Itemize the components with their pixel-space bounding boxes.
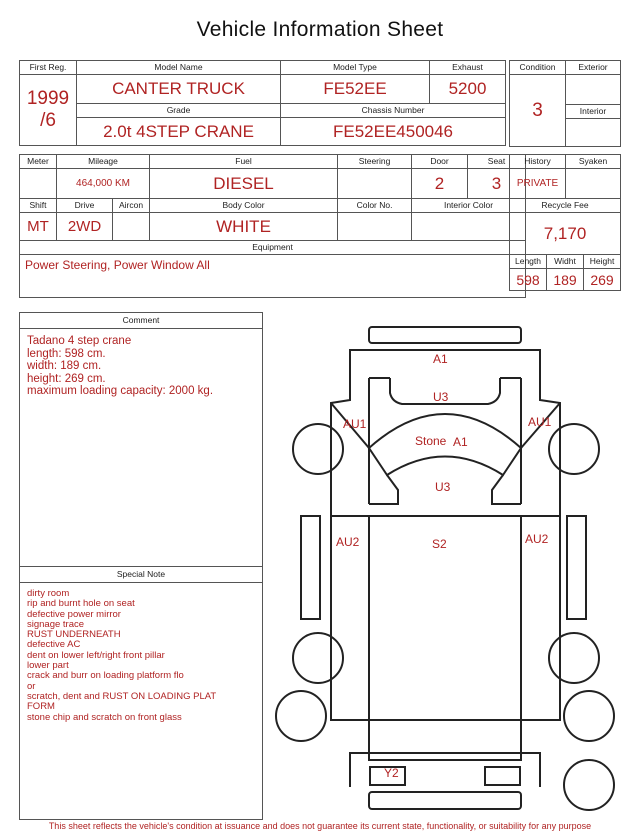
rear-light-right: [485, 767, 520, 785]
grade-label: Grade: [77, 104, 281, 118]
drive-value: 2WD: [57, 213, 113, 241]
wheel-front-right: [549, 424, 599, 474]
condition-value: 3: [510, 75, 566, 147]
wheel-mid-left: [293, 633, 343, 683]
mark-stone: Stone: [415, 434, 447, 448]
interior-color-label: Interior Color: [412, 199, 526, 213]
mileage-label: Mileage: [57, 155, 150, 169]
fuel-label: Fuel: [150, 155, 338, 169]
recycle-fee-value: 7,170: [510, 213, 621, 255]
first-reg-value: [20, 75, 77, 146]
length-label: Length: [510, 255, 547, 269]
mileage-value: 464,000 KM: [57, 169, 150, 199]
right-side-panel: [567, 516, 586, 619]
special-note-item: rip and burnt hole on seat: [27, 598, 135, 610]
mark-rear: Y2: [384, 766, 399, 780]
mark-left-pillar: AU1: [343, 417, 367, 431]
special-note-item: RUST UNDERNEATH: [27, 629, 121, 641]
interior-value: [566, 119, 621, 147]
recycle-fee-label: Recycle Fee: [510, 199, 621, 213]
truck-damage-diagram: [270, 318, 620, 823]
interior-label: Interior: [566, 105, 621, 119]
mark-left-side: AU2: [336, 535, 360, 549]
height-value: 269: [584, 269, 621, 291]
exhaust-value: 5200: [430, 75, 506, 104]
special-note-item: defective AC: [27, 639, 81, 651]
fuel-value: DIESEL: [150, 169, 338, 199]
wheel-front-left: [293, 424, 343, 474]
equipment-label: Equipment: [20, 241, 526, 255]
chassis-number-value: FE52EE450046: [281, 118, 506, 146]
special-note-item: dent on lower left/right front pillar: [27, 649, 165, 661]
mark-stone-a1: A1: [453, 435, 468, 449]
shift-label: Shift: [20, 199, 57, 213]
special-note-item: signage trace: [27, 618, 85, 630]
wheel-mid-right: [549, 633, 599, 683]
length-value: 598: [510, 269, 547, 291]
rear-bumper: [369, 792, 521, 809]
first-reg-month: /6: [40, 110, 56, 131]
color-no-value: [338, 213, 412, 241]
vehicle-detail-table: [19, 154, 526, 298]
model-name-label: Model Name: [77, 61, 281, 75]
rear-frame: [350, 753, 540, 787]
footer-disclaimer: This sheet reflects the vehicle's condition at issuance and does not guarantee its current state, functionality, or suitability for any purpose: [48, 821, 592, 831]
comment-text: Tadano 4 step crane length: 598 cm. width: 189 cm. height: 269 cm. maximum loading capacity: 2000 kg.: [27, 335, 214, 397]
special-note-item: FORM: [27, 701, 55, 713]
mark-right-side: AU2: [525, 532, 549, 546]
model-type-label: Model Type: [281, 61, 430, 75]
grade-value: 2.0t 4STEP CRANE: [77, 118, 281, 146]
body-color-value: WHITE: [150, 213, 338, 241]
comment-label: Comment: [20, 313, 262, 329]
width-label: Widht: [547, 255, 584, 269]
meter-value: [20, 169, 57, 199]
special-note-label: Special Note: [20, 567, 262, 583]
mark-bed: S2: [432, 537, 447, 551]
special-note-item: stone chip and scratch on front glass: [27, 711, 182, 723]
color-no-label: Color No.: [338, 199, 412, 213]
syaken-value: [566, 169, 621, 199]
width-value: 189: [547, 269, 584, 291]
special-note-item: scratch, dent and RUST ON LOADING PLAT: [27, 690, 217, 702]
first-reg-label: First Reg.: [20, 61, 77, 75]
special-note-item: defective power mirror: [27, 608, 121, 620]
wheel-rear-left: [276, 691, 326, 741]
history-value: PRIVATE: [510, 169, 566, 199]
cargo-bed-inner: [369, 516, 521, 760]
door-label: Door: [412, 155, 468, 169]
model-type-value: FE52EE: [281, 75, 430, 104]
special-note-box: [19, 566, 263, 820]
special-note-item: lower part: [27, 660, 69, 672]
exterior-label: Exterior: [566, 61, 621, 75]
condition-label: Condition: [510, 61, 566, 75]
seat-label: Seat: [468, 155, 526, 169]
special-note-item: crack and burr on loading platform flo: [27, 670, 184, 682]
syaken-label: Syaken: [566, 155, 621, 169]
mark-front-bumper: A1: [433, 352, 448, 366]
seat-value: 3: [468, 169, 526, 199]
exterior-value: [566, 75, 621, 105]
front-bumper: [369, 327, 521, 343]
drive-label: Drive: [57, 199, 113, 213]
door-value: 2: [412, 169, 468, 199]
body-color-label: Body Color: [150, 199, 338, 213]
aircon-value: [113, 213, 150, 241]
height-label: Height: [584, 255, 621, 269]
history-label: History: [510, 155, 566, 169]
shift-value: MT: [20, 213, 57, 241]
comment-box: [19, 312, 263, 567]
mark-lower-u3: U3: [435, 480, 451, 494]
model-name-value: CANTER TRUCK: [77, 75, 281, 104]
wheel-rear-right: [564, 691, 614, 741]
wheel-spare: [564, 760, 614, 810]
exhaust-label: Exhaust: [430, 61, 506, 75]
history-table: [509, 154, 621, 291]
special-note-list: [20, 583, 262, 729]
steering-label: Steering: [338, 155, 412, 169]
meter-label: Meter: [20, 155, 57, 169]
aircon-label: Aircon: [113, 199, 150, 213]
main-info-table: [19, 60, 506, 146]
steering-value: [338, 169, 412, 199]
equipment-value: Power Steering, Power Window All: [20, 255, 526, 298]
page-title: Vehicle Information Sheet: [196, 18, 444, 41]
left-side-panel: [301, 516, 320, 619]
special-note-item: dirty room: [27, 588, 70, 599]
chassis-number-label: Chassis Number: [281, 104, 506, 118]
special-note-item: or: [27, 680, 36, 692]
mark-right-pillar: AU1: [528, 415, 552, 429]
first-reg-year: 1999: [26, 88, 70, 109]
mark-upper-u3: U3: [433, 390, 449, 404]
condition-table: [509, 60, 621, 147]
